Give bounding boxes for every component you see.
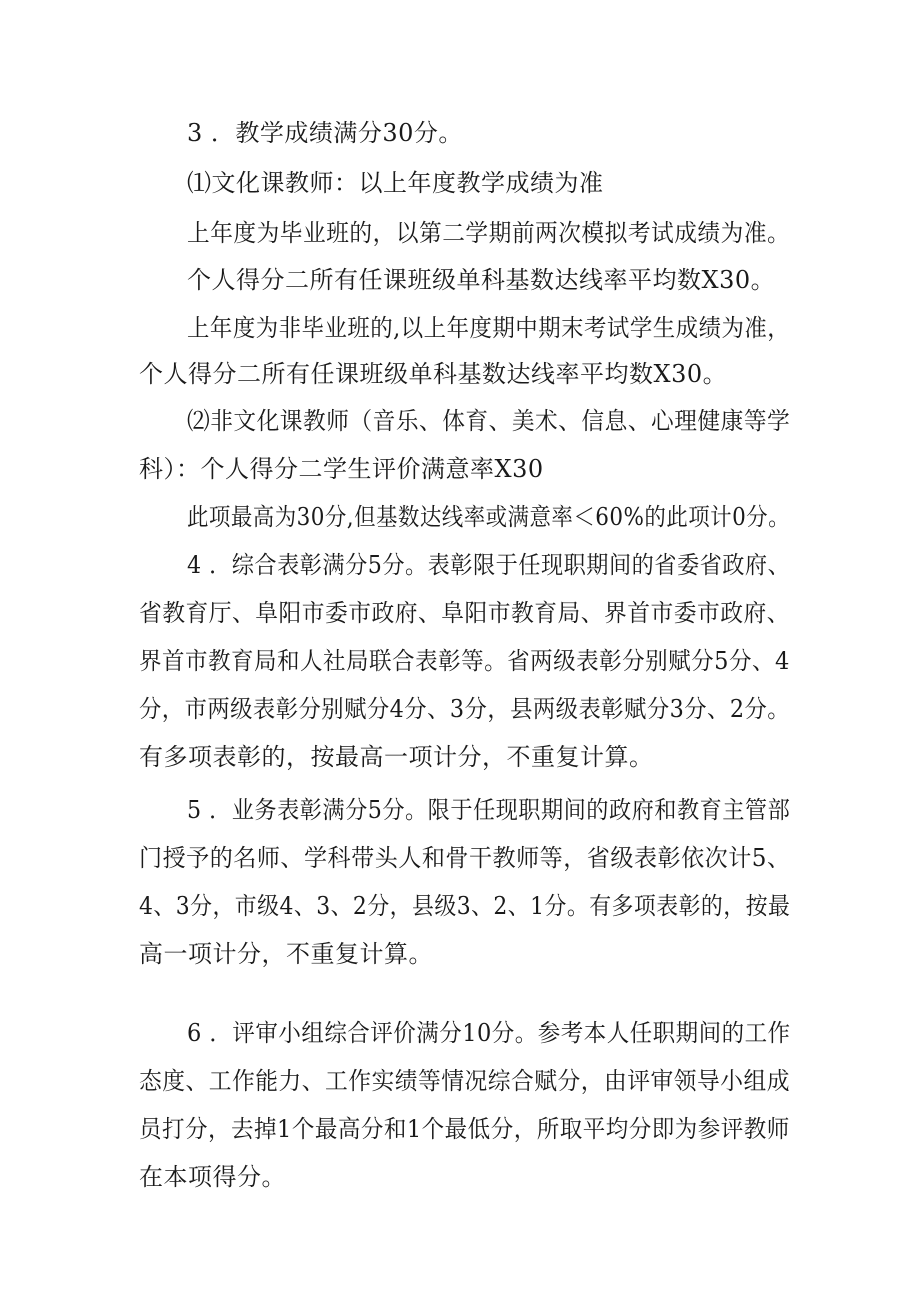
text-line: 高一项计分，不重复计算。: [139, 940, 433, 968]
text-line: 门授予的名师、学科带头人和骨干教师等，省级表彰依次计5、: [139, 844, 791, 872]
text-line: ⑴文化课教师：以上年度教学成绩为准: [187, 169, 604, 197]
text-line: 个人得分二所有任课班级单科基数达线率平均数X30。: [187, 266, 776, 294]
text-line: 此项最高为30分,但基数达线率或满意率＜60%的此项计0分。: [187, 503, 791, 531]
text-line: 3 ．教学成绩满分30分。: [187, 119, 463, 147]
text-line: 省教育厅、阜阳市委市政府、阜阳市教育局、界首市委市政府、: [139, 599, 791, 627]
text-line: 分，市两级表彰分别赋分4分、3分，县两级表彰赋分3分、2分。: [139, 695, 791, 723]
text-line: 界首市教育局和人社局联合表彰等。省两级表彰分别赋分5分、4: [139, 647, 790, 675]
text-line: 科）：个人得分二学生评价满意率X30: [139, 455, 544, 483]
text-line: 态度、工作能力、工作实绩等情况综合赋分，由评审领导小组成: [139, 1067, 791, 1095]
text-line: 员打分，去掉1个最高分和1个最低分，所取平均分即为参评教师: [139, 1115, 790, 1143]
text-line: 上年度为非毕业班的,以上年度期中期末考试学生成绩为准，: [187, 314, 791, 342]
text-line: ⑵非文化课教师（音乐、体育、美术、信息、心理健康等学: [187, 407, 791, 435]
text-line: 有多项表彰的，按最高一项计分，不重复计算。: [139, 743, 654, 771]
text-line: 个人得分二所有任课班级单科基数达线率平均数X30。: [139, 360, 728, 388]
text-line: 在本项得分。: [139, 1163, 286, 1191]
text-line: 上年度为毕业班的，以第二学期前两次模拟考试成绩为准。: [187, 219, 791, 247]
text-line: 4、3分，市级4、3、2分，县级3、2、1分。有多项表彰的，按最: [139, 892, 791, 920]
text-line: 5 ．业务表彰满分5分。限于任现职期间的政府和教育主管部: [187, 796, 791, 824]
text-line: 4 ．综合表彰满分5分。表彰限于任现职期间的省委省政府、: [187, 551, 791, 579]
text-line: 6 ．评审小组综合评价满分10分。参考本人任职期间的工作: [187, 1019, 791, 1047]
